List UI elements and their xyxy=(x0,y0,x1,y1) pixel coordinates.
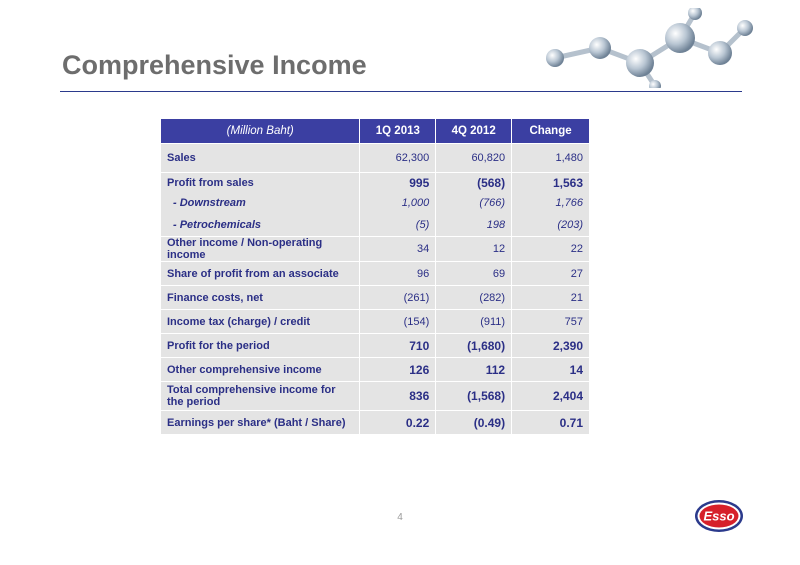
row-label: Profit from sales xyxy=(161,173,360,194)
table-row xyxy=(161,310,590,334)
row-value: 96 xyxy=(360,262,436,286)
row-value: 126 xyxy=(360,358,436,382)
row-value: 0.22 xyxy=(360,411,436,435)
table-row xyxy=(161,262,590,286)
row-value: 112 xyxy=(436,358,512,382)
row-label: Earnings per share* (Baht / Share) xyxy=(161,411,360,435)
row-value: 0.71 xyxy=(512,411,590,435)
row-value: 60,820 xyxy=(436,144,512,173)
row-label: Share of profit from an associate xyxy=(161,262,360,286)
title-divider xyxy=(60,91,742,92)
table-row xyxy=(161,286,590,310)
row-value: 34 xyxy=(360,237,436,262)
col-header-1q2013: 1Q 2013 xyxy=(360,119,436,144)
row-value: 22 xyxy=(512,237,590,262)
esso-logo xyxy=(694,499,744,533)
row-value: (568) xyxy=(436,173,512,194)
row-value: 14 xyxy=(512,358,590,382)
row-label: Sales xyxy=(161,144,360,173)
row-value: 710 xyxy=(360,334,436,358)
row-value: 1,563 xyxy=(512,173,590,194)
unit-header: (Million Baht) xyxy=(161,119,360,144)
page-title: Comprehensive Income xyxy=(62,50,367,80)
page-number: 4 xyxy=(397,512,403,523)
row-value: 995 xyxy=(360,173,436,194)
row-label: - Downstream xyxy=(161,193,360,213)
row-value: 2,404 xyxy=(512,382,590,411)
row-value: 198 xyxy=(436,213,512,237)
table-row xyxy=(161,237,590,262)
row-value: (203) xyxy=(512,213,590,237)
row-label: Other income / Non-operating income xyxy=(161,237,360,262)
row-value: 1,480 xyxy=(512,144,590,173)
row-value: 69 xyxy=(436,262,512,286)
comprehensive-income-table xyxy=(160,118,590,435)
row-value: (0.49) xyxy=(436,411,512,435)
row-value: (261) xyxy=(360,286,436,310)
row-value: 12 xyxy=(436,237,512,262)
table-row xyxy=(161,213,590,237)
row-label: Profit for the period xyxy=(161,334,360,358)
col-header-change: Change xyxy=(512,119,590,144)
table-row xyxy=(161,173,590,194)
row-label: Income tax (charge) / credit xyxy=(161,310,360,334)
row-value: 62,300 xyxy=(360,144,436,173)
row-value: (1,568) xyxy=(436,382,512,411)
table-row xyxy=(161,334,590,358)
molecule-image xyxy=(520,8,760,88)
table-row xyxy=(161,144,590,173)
row-value: (5) xyxy=(360,213,436,237)
table-header-row xyxy=(161,119,590,144)
row-value: 2,390 xyxy=(512,334,590,358)
row-label: - Petrochemicals xyxy=(161,213,360,237)
row-label: Total comprehensive income for the period xyxy=(161,382,360,411)
row-value: 757 xyxy=(512,310,590,334)
row-value: (282) xyxy=(436,286,512,310)
esso-logo-text: Esso xyxy=(703,508,735,524)
table-row xyxy=(161,193,590,213)
row-value: 836 xyxy=(360,382,436,411)
row-label: Finance costs, net xyxy=(161,286,360,310)
table-row xyxy=(161,358,590,382)
row-value: 27 xyxy=(512,262,590,286)
row-value: 21 xyxy=(512,286,590,310)
row-value: 1,766 xyxy=(512,193,590,213)
row-label: Other comprehensive income xyxy=(161,358,360,382)
table-row xyxy=(161,411,590,435)
table-row xyxy=(161,382,590,411)
row-value: (766) xyxy=(436,193,512,213)
col-header-4q2012: 4Q 2012 xyxy=(436,119,512,144)
row-value: 1,000 xyxy=(360,193,436,213)
row-value: (154) xyxy=(360,310,436,334)
row-value: (911) xyxy=(436,310,512,334)
row-value: (1,680) xyxy=(436,334,512,358)
